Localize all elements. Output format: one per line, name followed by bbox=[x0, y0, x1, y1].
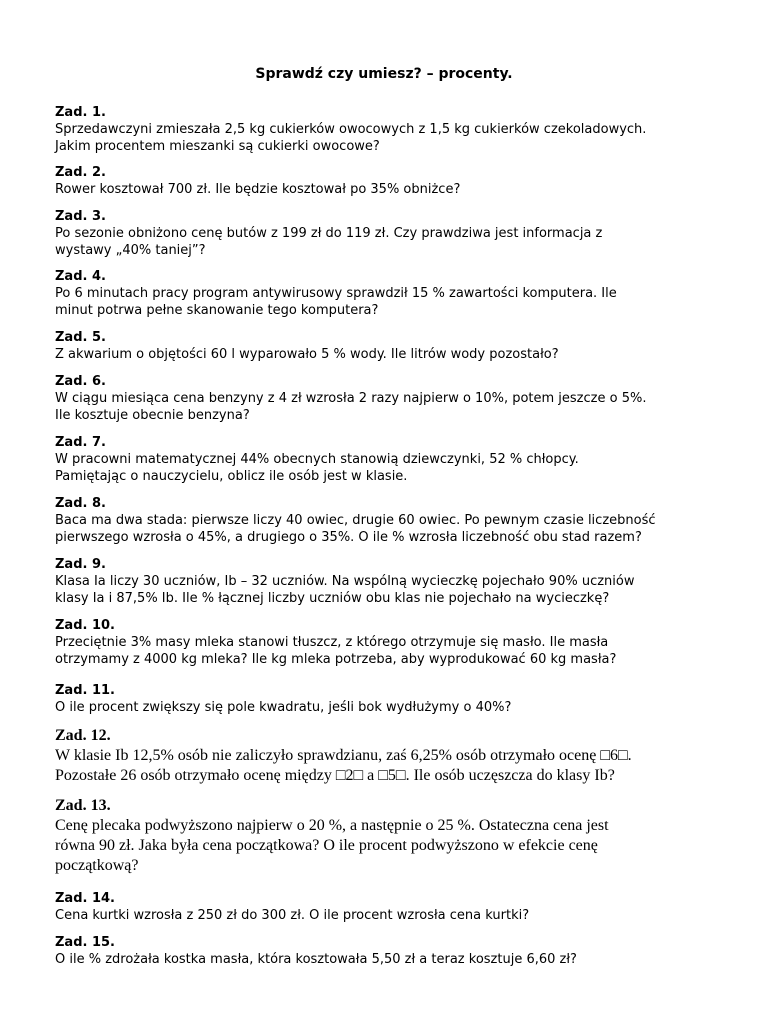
task-label: Zad. 11. bbox=[55, 683, 115, 698]
task-line: Jakim procentem mieszanki są cukierki owocowe? bbox=[55, 139, 380, 154]
task-label: Zad. 8. bbox=[55, 496, 106, 511]
task-text bbox=[55, 346, 715, 363]
document-title: Sprawdź czy umiesz? – procenty. bbox=[255, 66, 513, 82]
task-text bbox=[55, 634, 715, 668]
task-text bbox=[55, 451, 715, 485]
task-text bbox=[55, 512, 715, 546]
task-5 bbox=[55, 329, 715, 363]
task-label: Zad. 2. bbox=[55, 165, 106, 180]
task-line: Przeciętnie 3% masy mleka stanowi tłuszcz, z którego otrzymuje się masło. Ile masła bbox=[55, 635, 609, 650]
task-line: początkową? bbox=[55, 857, 139, 874]
task-line: minut potrwa pełne skanowanie tego komputera? bbox=[55, 303, 379, 318]
task-text bbox=[55, 225, 715, 259]
task-2 bbox=[55, 164, 715, 198]
task-15 bbox=[55, 934, 715, 968]
task-line: Z akwarium o objętości 60 l wyparowało 5 % wody. Ile litrów wody pozostało? bbox=[55, 347, 559, 362]
task-line: Cenę plecaka podwyższono najpierw o 20 %, a następnie o 25 %. Ostateczna cena jest bbox=[55, 817, 609, 834]
task-line: Ile kosztuje obecnie benzyna? bbox=[55, 408, 250, 423]
task-10 bbox=[55, 617, 715, 668]
task-line: Rower kosztował 700 zł. Ile będzie kosztował po 35% obniżce? bbox=[55, 182, 461, 197]
task-12 bbox=[55, 726, 715, 786]
task-line: W pracowni matematycznej 44% obecnych stanowią dziewczynki, 52 % chłopcy. bbox=[55, 452, 579, 467]
task-label: Zad. 4. bbox=[55, 269, 106, 284]
task-text bbox=[55, 699, 715, 716]
task-7 bbox=[55, 434, 715, 485]
task-3 bbox=[55, 208, 715, 259]
task-label: Zad. 7. bbox=[55, 435, 106, 450]
task-6 bbox=[55, 373, 715, 424]
task-text bbox=[55, 390, 715, 424]
task-9 bbox=[55, 556, 715, 607]
task-11 bbox=[55, 682, 715, 716]
task-label: Zad. 1. bbox=[55, 105, 106, 120]
task-line: Cena kurtki wzrosła z 250 zł do 300 zł. O ile procent wzrosła cena kurtki? bbox=[55, 908, 530, 923]
task-line: Pozostałe 26 osób otrzymało ocenę między □2□ a □5□. Ile osób uczęszcza do klasy Ib? bbox=[55, 767, 615, 784]
task-line: Po 6 minutach pracy program antywirusowy sprawdził 15 % zawartości komputera. Ile bbox=[55, 286, 617, 301]
task-4 bbox=[55, 268, 715, 319]
task-line: Klasa Ia liczy 30 uczniów, Ib – 32 uczniów. Na wspólną wycieczkę pojechało 90% uczniów bbox=[55, 574, 635, 589]
task-label: Zad. 14. bbox=[55, 891, 115, 906]
task-label: Zad. 12. bbox=[55, 727, 111, 744]
task-text bbox=[55, 816, 715, 876]
task-line: Baca ma dwa stada: pierwsze liczy 40 owiec, drugie 60 owiec. Po pewnym czasie liczebność bbox=[55, 513, 656, 528]
task-text bbox=[55, 746, 715, 786]
task-label: Zad. 15. bbox=[55, 935, 115, 950]
task-label: Zad. 13. bbox=[55, 797, 111, 814]
task-8 bbox=[55, 495, 715, 546]
task-label: Zad. 9. bbox=[55, 557, 106, 572]
task-line: klasy Ia i 87,5% Ib. Ile % łącznej liczby uczniów obu klas nie pojechało na wycieczkę? bbox=[55, 591, 610, 606]
task-line: Po sezonie obniżono cenę butów z 199 zł do 119 zł. Czy prawdziwa jest informacja z bbox=[55, 226, 603, 241]
task-line: O ile procent zwiększy się pole kwadratu, jeśli bok wydłużymy o 40%? bbox=[55, 700, 512, 715]
task-line: Sprzedawczyni zmieszała 2,5 kg cukierków owocowych z 1,5 kg cukierków czekoladowych. bbox=[55, 122, 647, 137]
task-line: Pamiętając o nauczycielu, oblicz ile osób jest w klasie. bbox=[55, 469, 408, 484]
task-text bbox=[55, 951, 715, 968]
task-line: O ile % zdrożała kostka masła, która kosztowała 5,50 zł a teraz kosztuje 6,60 zł? bbox=[55, 952, 577, 967]
task-text bbox=[55, 573, 715, 607]
task-13 bbox=[55, 796, 715, 876]
task-line: W klasie Ib 12,5% osób nie zaliczyło sprawdzianu, zaś 6,25% osób otrzymało ocenę □6□. bbox=[55, 747, 632, 764]
task-line: pierwszego wzrosła o 45%, a drugiego o 35%. O ile % wzrosła liczebność obu stad razem? bbox=[55, 530, 642, 545]
task-line: równa 90 zł. Jaka była cena początkowa? O ile procent podwyższono w efekcie cenę bbox=[55, 837, 598, 854]
task-label: Zad. 3. bbox=[55, 209, 106, 224]
task-line: wystawy „40% taniej”? bbox=[55, 243, 206, 258]
task-14 bbox=[55, 890, 715, 924]
task-1 bbox=[55, 104, 715, 155]
task-text bbox=[55, 907, 715, 924]
task-label: Zad. 6. bbox=[55, 374, 106, 389]
task-line: otrzymamy z 4000 kg mleka? Ile kg mleka potrzeba, aby wyprodukować 60 kg masła? bbox=[55, 652, 617, 667]
task-text bbox=[55, 121, 715, 155]
task-label: Zad. 10. bbox=[55, 618, 115, 633]
task-line: W ciągu miesiąca cena benzyny z 4 zł wzrosła 2 razy najpierw o 10%, potem jeszcze o 5%. bbox=[55, 391, 647, 406]
task-text bbox=[55, 285, 715, 319]
task-text bbox=[55, 181, 715, 198]
task-label: Zad. 5. bbox=[55, 330, 106, 345]
